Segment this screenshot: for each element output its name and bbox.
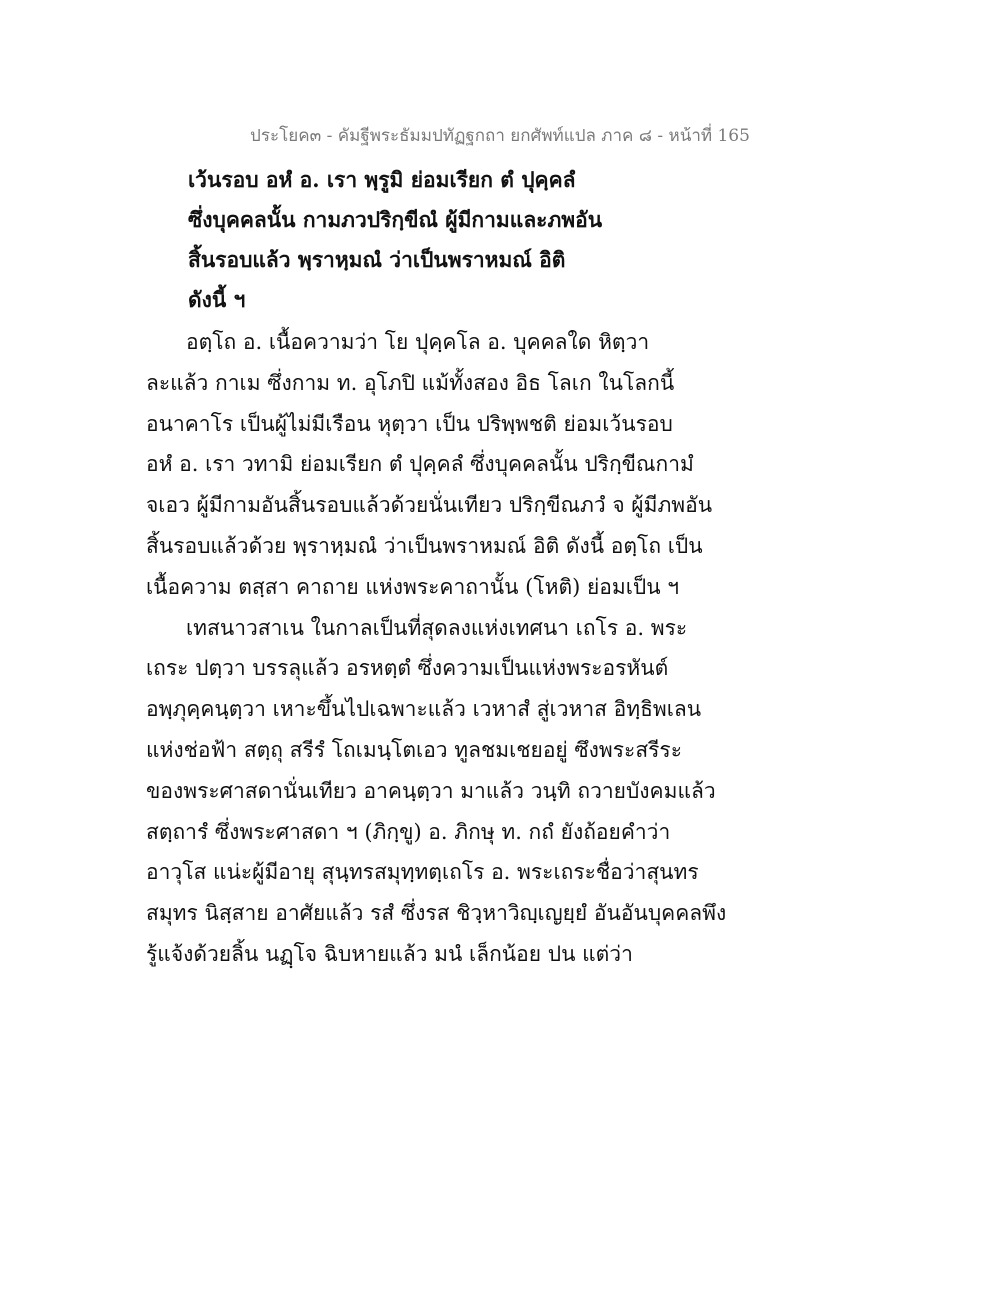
text-line: อพฺภุคฺคนฺตฺวา เหาะขึ้นไปเฉพาะแล้ว เวหาสํ สู่เวหาส อิทฺธิพเลน — [146, 697, 702, 722]
text-line: แห่งช่อฟ้า สตฺถุ สรีรํ โถเมนฺโตเอว ทูลชมเชยอยู่ ซึงพระสรีระ — [146, 737, 682, 762]
text-line: ละแล้ว กาเม ซึ่งกาม ท. อุโภปิ แม้ทั้งสอง อิธ โลเก ในโลกนี้ — [146, 370, 675, 395]
verse-line: ดังนี้ ฯ — [188, 287, 246, 312]
text-line: เถระ ปตฺวา บรรลุแล้ว อรหตฺตํ ซึ่งความเป็นแห่งพระอรหันต์ — [146, 656, 669, 681]
verse-line: ซึ่งบุคคลนั้น กามภวปริกฺขีณํ ผู้มีกามและภพอัน — [188, 207, 603, 232]
text-line: อาวุโส แน่ะผู้มีอายุ สุนฺทรสมุทฺทตฺเถโร อ. พระเถระชื่อว่าสุนทร — [146, 860, 699, 885]
text-line: สิ้นรอบแล้วด้วย พฺราหฺมณํ ว่าเป็นพราหมณ์ อิติ ดังนี้ อตฺโถ เป็น — [146, 533, 703, 558]
text-line: เนื้อความ ตสฺสา คาถาย แห่งพระคาถานั้น (โหติ) ย่อมเป็น ฯ — [146, 574, 680, 599]
text-line: อหํ อ. เรา วทามิ ย่อมเรียก ตํ ปุคฺคลํ ซึ่งบุคคลนั้น ปริกฺขีณกามํ — [146, 452, 694, 477]
text-line: อนาคาโร เป็นผู้ไม่มีเรือน หุตฺวา เป็น ปริพฺพชติ ย่อมเว้นรอบ — [146, 411, 673, 436]
paragraph-first-line: เทสนาวสาเน ในกาลเป็นที่สุดลงแห่งเทศนา เถโร อ. พระ — [186, 615, 688, 640]
text-line: ของพระศาสดานั่นเทียว อาคนฺตฺวา มาแล้ว วนฺทิ ถวายบังคมแล้ว — [146, 778, 716, 803]
verse-line: เว้นรอบ อหํ อ. เรา พฺรูมิ ย่อมเรียก ตํ ปุคฺคลํ — [188, 167, 576, 192]
running-header: ประโยค๓ - คัมฐีพระธัมมปทัฏฐกถา ยกศัพท์แปล ภาค ๘ - หน้าที่ 165 — [250, 126, 750, 146]
text-line: รู้แจ้งด้วยลิ้น นฏฺโจ ฉิบหายแล้ว มนํ เล็กน้อย ปน แต่ว่า — [146, 941, 633, 966]
prose-block — [146, 322, 866, 975]
text-line: สมุทร นิสฺสาย อาศัยแล้ว รสํ ซึ่งรส ชิวฺหาวิญฺเญยฺยํ อันอันบุคคลพึง — [146, 901, 727, 926]
text-line: จเอว ผู้มีกามอันสิ้นรอบแล้วด้วยนั่นเทียว ปริกฺขีณภวํ จ ผู้มีภพอัน — [146, 493, 713, 518]
verse-block — [188, 160, 888, 320]
text-line: สตฺถารํ ซึ่งพระศาสดา ฯ (ภิกฺขู) อ. ภิกษุ ท. กถํ ยังถ้อยคำว่า — [146, 819, 671, 844]
paragraph-first-line: อตฺโถ อ. เนื้อความว่า โย ปุคฺคโล อ. บุคคลใด หิตฺวา — [186, 330, 650, 354]
verse-line: สิ้นรอบแล้ว พฺราหฺมณํ ว่าเป็นพราหมณ์ อิติ — [188, 247, 566, 272]
